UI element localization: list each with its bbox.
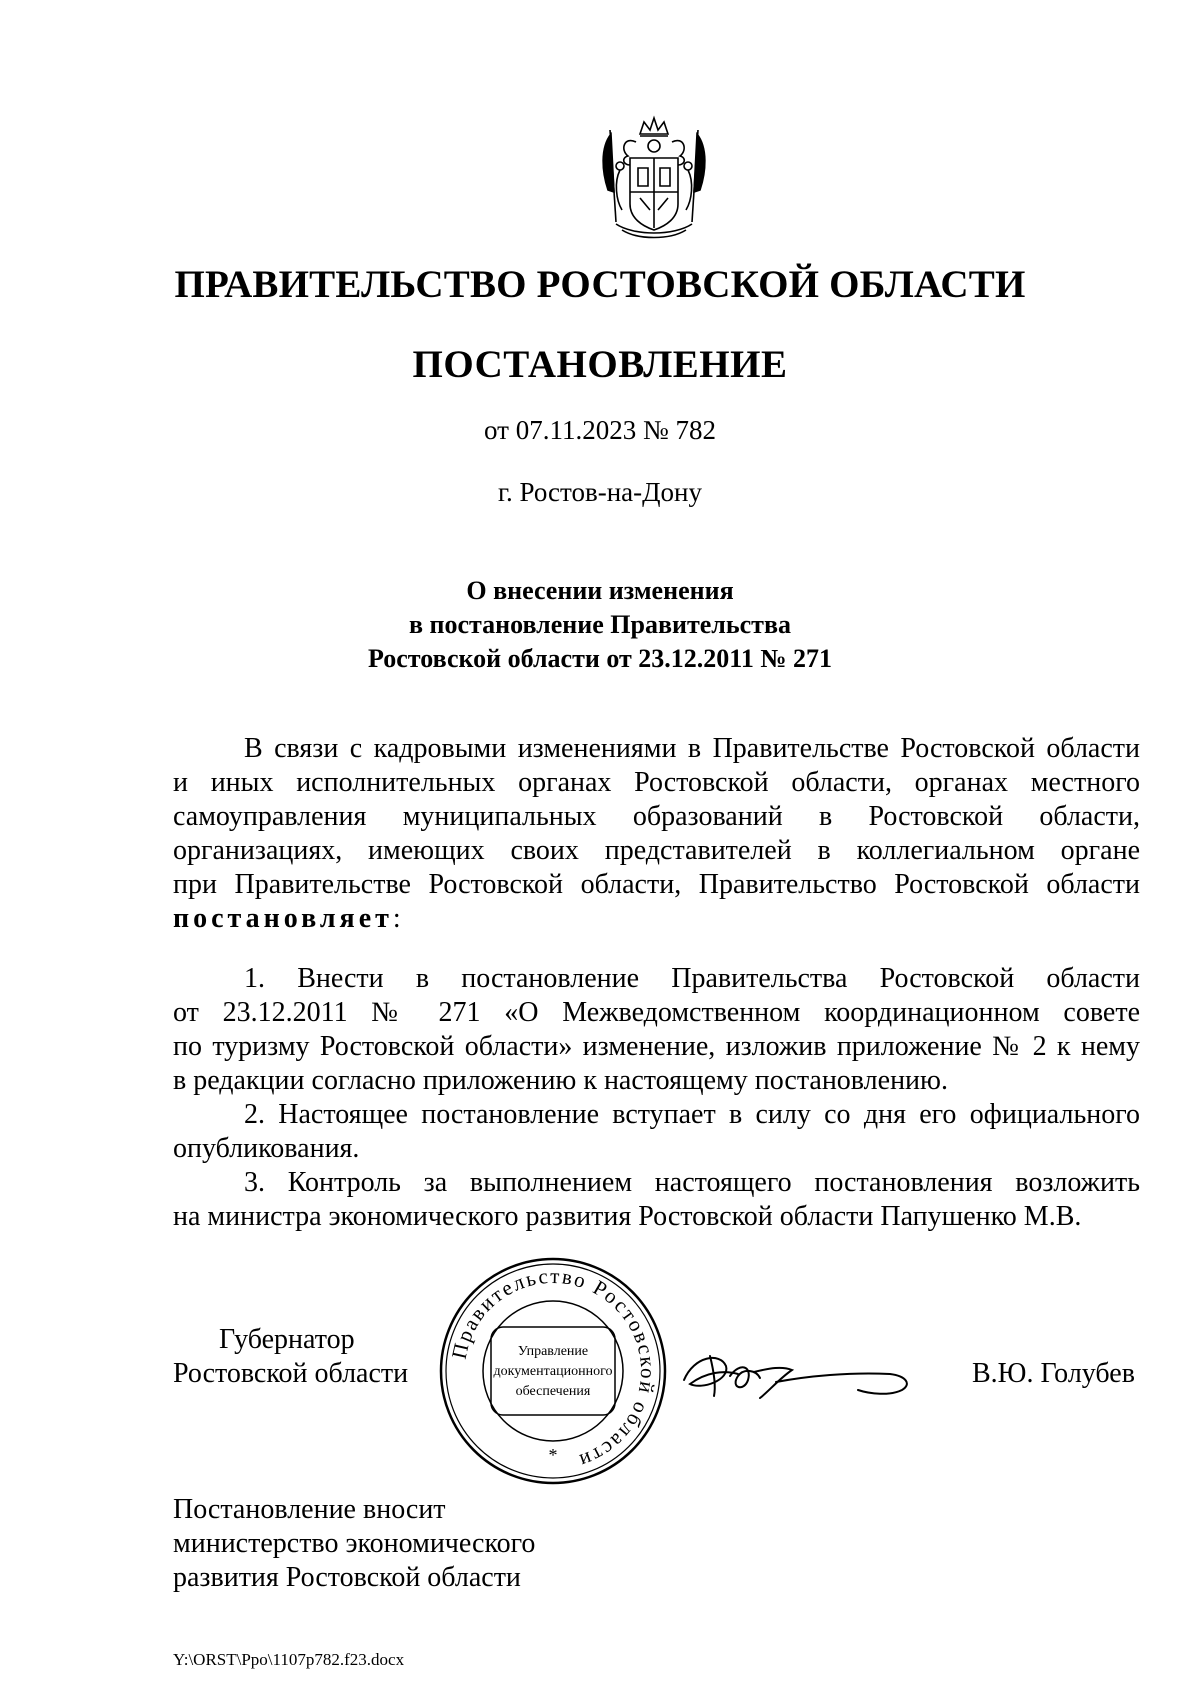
preamble-paragraph (173, 732, 1140, 936)
seal-center-line: документационного (493, 1364, 613, 1379)
rostov-oblast-coat-of-arms-icon (590, 112, 718, 244)
subject-line: О внесении изменения (466, 576, 734, 605)
item-line: 1. Внести в постановление Правительства Ростовской области (244, 963, 1140, 994)
item-line: опубликования. (173, 1133, 360, 1164)
item-line: в редакции согласно приложению к настоящему постановлению. (173, 1065, 948, 1096)
organization-title: ПРАВИТЕЛЬСТВО РОСТОВСКОЙ ОБЛАСТИ (174, 263, 1026, 306)
document-city: г. Ростов-на-Дону (497, 477, 702, 507)
resolves-punct: : (392, 903, 401, 934)
seal-star-icon: * (548, 1445, 558, 1465)
item-line: 2. Настоящее постановление вступает в силу со дня его официального (244, 1099, 1140, 1130)
resolves-word: постановляет (173, 903, 393, 934)
submitter-line: министерство экономического (173, 1528, 536, 1559)
subject-line: в постановление Правительства (408, 610, 791, 639)
signatory-name: В.Ю. Голубев (972, 1358, 1135, 1389)
submitter-line: развития Ростовской области (173, 1562, 521, 1593)
subject-line: Ростовской области от 23.12.2011 № 271 (368, 644, 832, 673)
submitter-note (173, 1493, 535, 1595)
signatory-position (173, 1323, 433, 1391)
seal-ring-text: Правительство Ростовской области (446, 1263, 661, 1474)
item-line: на министра экономического развития Ростовской области Папушенко М.В. (173, 1201, 1082, 1232)
preamble-line: при Правительстве Ростовской области, Правительство Ростовской области (173, 869, 1140, 900)
position-line: Ростовской области (173, 1358, 409, 1389)
item-line: 3. Контроль за выполнением настоящего постановления возложить (244, 1167, 1140, 1198)
resolves-line (173, 902, 1140, 936)
preamble-line: самоуправления муниципальных образований в Ростовской области, (173, 801, 1140, 832)
resolution-items (173, 962, 1140, 1234)
submitter-line: Постановление вносит (173, 1494, 446, 1525)
document-date-number: от 07.11.2023 № 782 (484, 415, 716, 445)
item-line: от 23.12.2011 № 271 «О Межведомственном координационном совете (173, 997, 1140, 1028)
item-line: по туризму Ростовской области» изменение, изложив приложение № 2 к нему (173, 1031, 1140, 1062)
round-seal-icon (437, 1255, 669, 1487)
preamble-line: и иных исполнительных органах Ростовской области, органах местного (173, 767, 1140, 798)
handwritten-signature-icon (680, 1336, 940, 1416)
seal-center-line: Управление (517, 1344, 589, 1359)
document-type: ПОСТАНОВЛЕНИЕ (412, 343, 788, 386)
preamble-line: организациях, имеющих своих представителей в коллегиальном органе (173, 835, 1140, 866)
document-subject (0, 574, 1200, 676)
position-line: Губернатор (219, 1324, 355, 1355)
file-path: Y:\ORST\Ppo\1107p782.f23.docx (173, 1650, 405, 1669)
seal-center-line: обеспечения (515, 1384, 591, 1399)
preamble-line: В связи с кадровыми изменениями в Правительстве Ростовской области (244, 733, 1140, 764)
